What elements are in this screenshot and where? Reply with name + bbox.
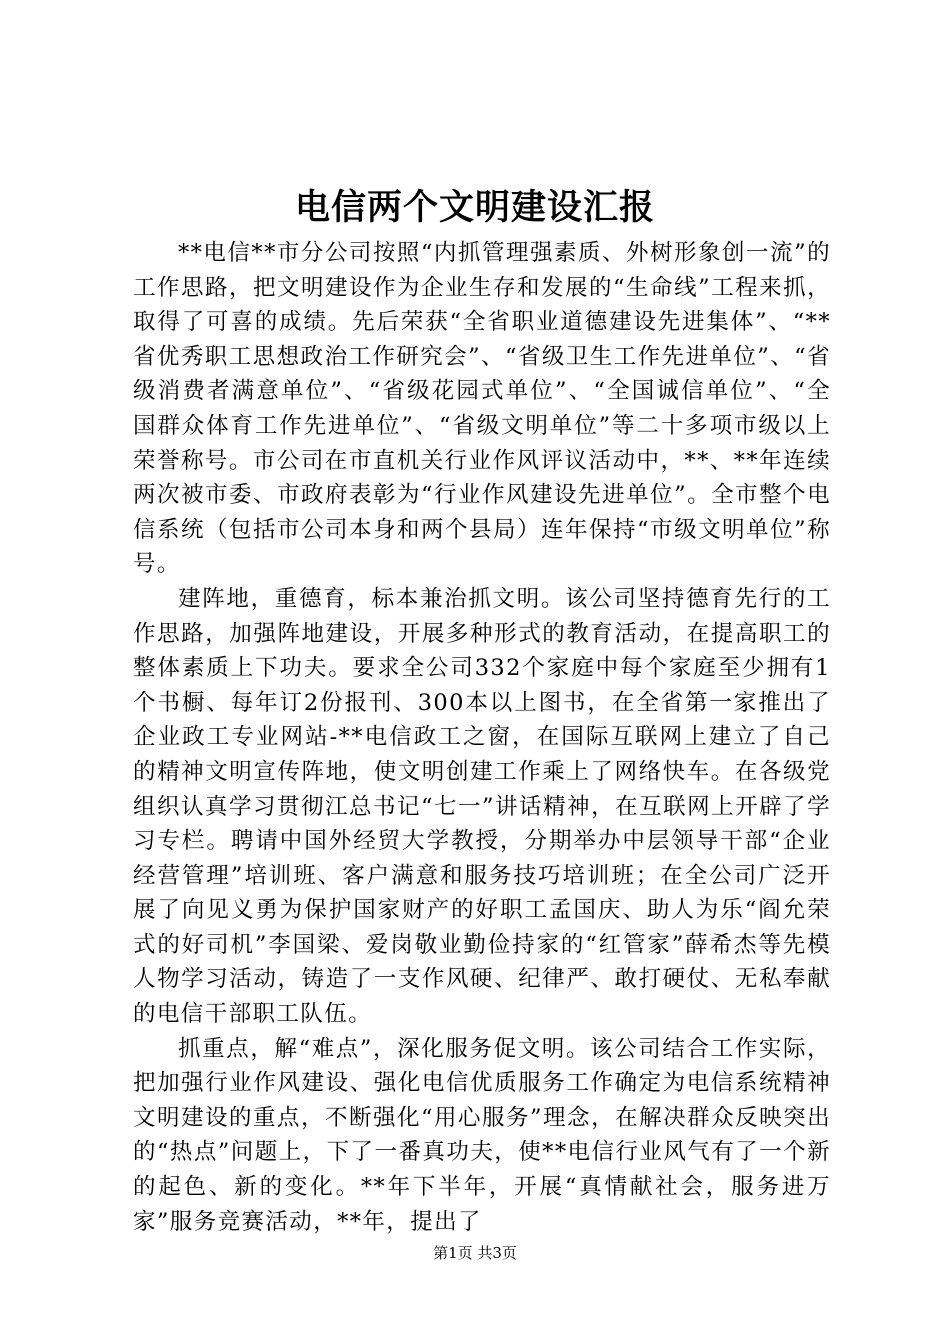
paragraph-1: **电信**市分公司按照“内抓管理强素质、外树形象创一流”的工作思路，把文明建设作为企业生存和发展的“生命线”工程来抓，取得了可喜的成绩。先后荣获“全省职业道德建设先进集体”、“**省优秀职工思想政治工作研究会”、“省级卫生工作先进单位”、“省级消费者满意单位”、“省级花园式单位”、“全国诚信单位”、“全国群众体育工作先进单位”、“省级文明单位”等二十多项市级以上荣誉称号。市公司在市直机关行业作风评议活动中，**、**年连续两次被市委、市政府表彰为“行业作风建设先进单位”。全市整个电信系统（包括市公司本身和两个县局）连年保持“市级文明单位”称号。 <box>133 240 831 578</box>
paragraph-2: 建阵地，重德育，标本兼治抓文明。该公司坚持德育先行的工作思路，加强阵地建设，开展多种形式的教育活动，在提高职工的整体素质上下功夫。要求全公司332个家庭中每个家庭至少拥有1个书橱、每年订2份报刊、300本以上图书，在全省第一家推出了企业政工专业网站-**电信政工之窗，在国际互联网上建立了自己的精神文明宣传阵地，使文明创建工作乘上了网络快车。在各级党组织认真学习贯彻江总书记“七一”讲话精神，在互联网上开辟了学习专栏。聘请中国外经贸大学教授，分期举办中层领导干部“企业经营管理”培训班、客户满意和服务技巧培训班；在全公司广泛开展了向见义勇为保护国家财产的好职工孟国庆、助人为乐“阎允荣式的好司机”李国梁、爱岗敬业勤俭持家的“红管家”薛希杰等先模人物学习活动，铸造了一支作风硬、纪律严、敢打硬仗、无私奉献的电信干部职工队伍。 <box>133 585 831 1028</box>
page-number-footer: 第1页 共3页 <box>433 1244 517 1262</box>
paragraph-3: 抓重点，解“难点”，深化服务促文明。该公司结合工作实际，把加强行业作风建设、强化电信优质服务工作确定为电信系统精神文明建设的重点，不断强化“用心服务”理念，在解决群众反映突出的“热点”问题上，下了一番真功夫，使**电信行业风气有了一个新的起色、新的变化。**年下半年，开展“真情献社会，服务进万家”服务竞赛活动，**年，提出了 <box>133 1035 831 1235</box>
document-body <box>133 236 831 1239</box>
document-title: 电信两个文明建设汇报 <box>294 187 655 228</box>
